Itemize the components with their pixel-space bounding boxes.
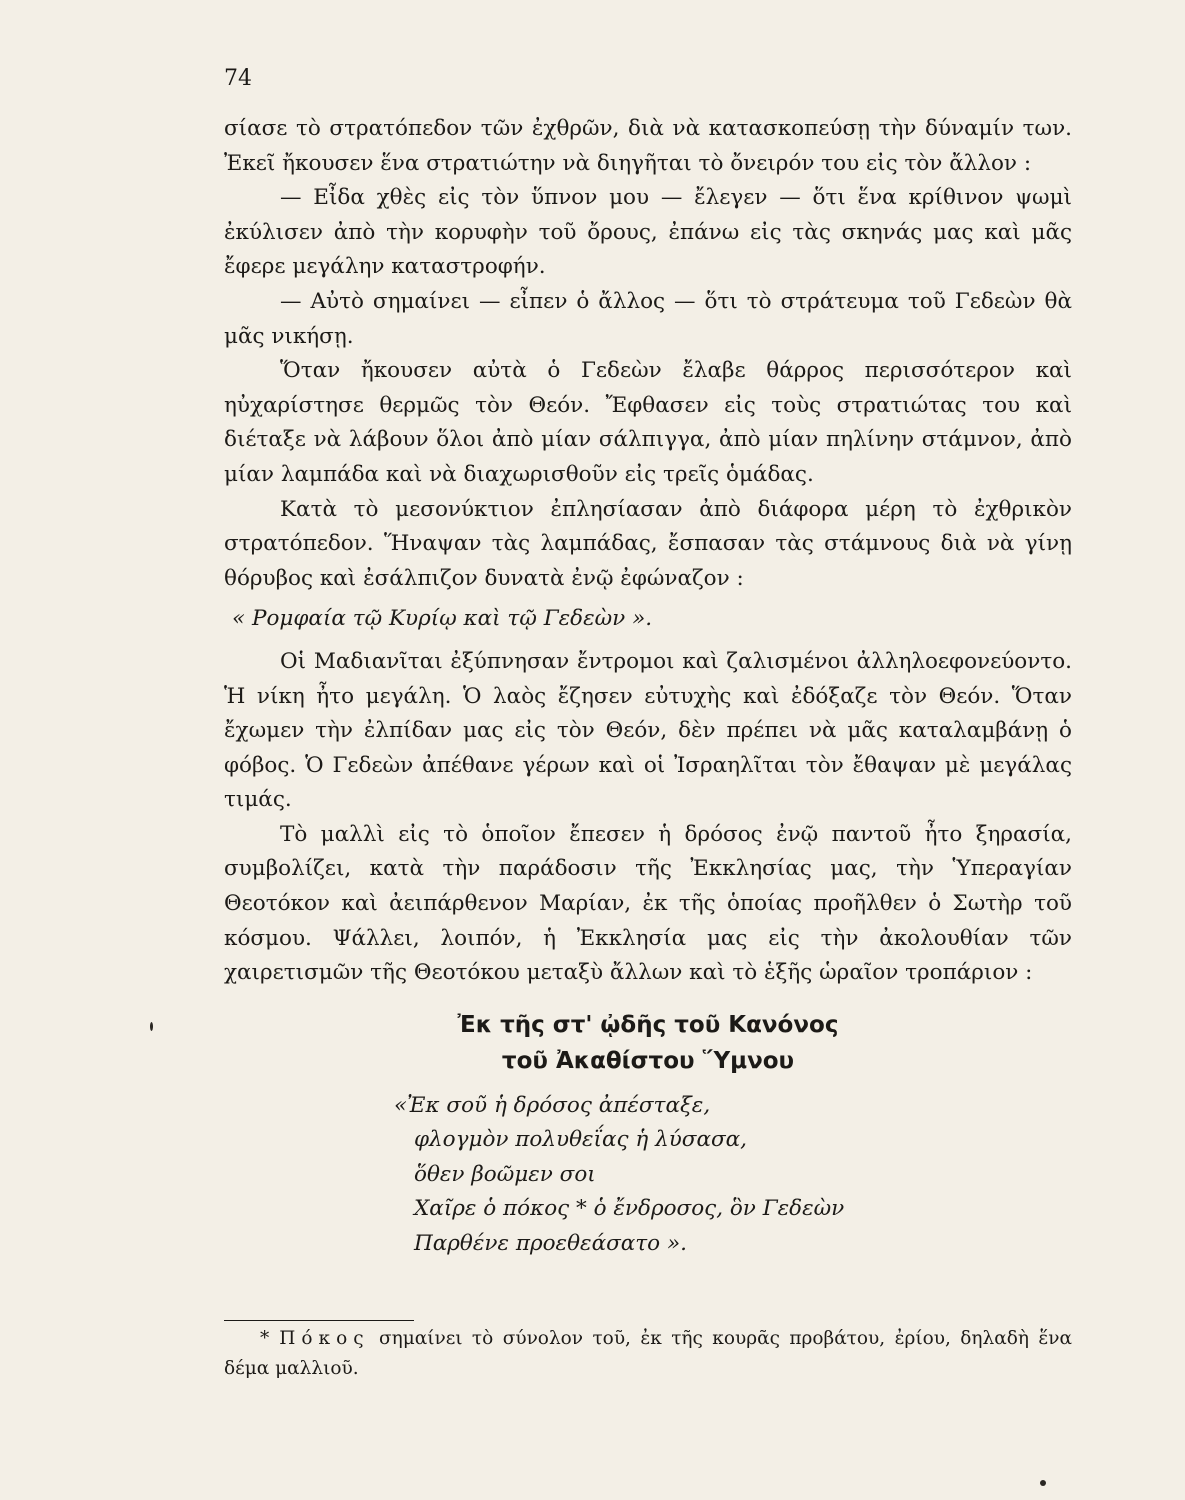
verse-line: «Ἐκ σοῦ ἡ δρόσος ἀπέσταξε,	[394, 1092, 711, 1118]
paragraph: Κατὰ τὸ μεσονύκτιον ἐπλησίασαν ἀπὸ διάφορα μέρη τὸ ἐχθρικὸν στρατόπεδον. Ἥναψαν τὰς λαμπάδας, ἔσπασαν τὰς στάμνους διὰ νὰ γίνῃ θόρυβος καὶ ἐσάλπιζον δυνατὰ ἐνῷ ἐφώναζον :	[224, 496, 1072, 591]
hymn-verse	[394, 1089, 1072, 1262]
page-number: 74	[224, 66, 252, 91]
paragraph: — Αὐτὸ σημαίνει — εἶπεν ὁ ἄλλος — ὅτι τὸ στράτευμα τοῦ Γεδεὼν θὰ μᾶς νικήσῃ.	[224, 288, 1072, 349]
battle-cry: « Ρομφαία τῷ Κυρίῳ καὶ τῷ Γεδεὼν ».	[232, 606, 653, 632]
body-text	[224, 112, 1072, 1261]
hymn-title-line: τοῦ Ἀκαθίστου Ὕμνου	[501, 1047, 795, 1074]
paragraph: Τὸ μαλλὶ εἰς τὸ ὁποῖον ἔπεσεν ἡ δρόσος ἐνῷ παντοῦ ἦτο ξηρασία, συμβολίζει, κατὰ τὴν παράδοσιν τῆς Ἐκκλησίας μας, τὴν Ὑπεραγίαν Θεοτόκον καὶ ἀειπάρθενον Μαρίαν, ἐκ τῆς ὁποίας προῆλθεν ὁ Σωτὴρ τοῦ κόσμου. Ψάλλει, λοιπόν, ἡ Ἐκκλησία μας εἰς τὴν ἀκολουθίαν τῶν χαιρετισμῶν τῆς Θεοτόκου μεταξὺ ἄλλων καὶ τὸ ἑξῆς ὡραῖον τροπάριον :	[224, 821, 1072, 986]
verse-line: Χαῖρε ὁ πόκος * ὁ ἔνδροσος, ὃν Γεδεὼν	[414, 1196, 845, 1222]
footnote	[224, 1324, 1072, 1384]
paragraph: Οἱ Μαδιανῖται ἐξύπνησαν ἔντρομοι καὶ ζαλισμένοι ἀλληλοεφονεύοντο. Ἡ νίκη ἦτο μεγάλη. Ὁ λαὸς ἔζησεν εὐτυχὴς καὶ ἐδόξαζε τὸν Θεόν. Ὅταν ἔχωμεν τὴν ἐλπίδαν μας εἰς τὸν Θεόν, δὲν πρέπει νὰ μᾶς καταλαμβάνῃ ὁ φόβος. Ὁ Γεδεὼν ἀπέθανε γέρων καὶ οἱ Ἰσραηλῖται τὸν ἔθαψαν μὲ μεγάλας τιμάς.	[224, 648, 1072, 813]
verse-line: φλογμὸν πολυθεΐας ἡ λύσασα,	[414, 1127, 748, 1153]
paragraph: σίασε τὸ στρατόπεδον τῶν ἐχθρῶν, διὰ νὰ κατασκοπεύσῃ τὴν δύναμίν των. Ἐκεῖ ἤκουσεν ἕνα στρατιώτην νὰ διηγῆται τὸ ὄνειρόν του εἰς τὸν ἄλλον :	[224, 116, 1072, 176]
verse-line: ὅθεν βοῶμεν σοι	[414, 1161, 596, 1187]
paragraph: Ὅταν ἤκουσεν αὐτὰ ὁ Γεδεὼν ἔλαβε θάρρος περισσότερον καὶ ηὐχαρίστησε θερμῶς τὸν Θεόν. Ἔφθασεν εἰς τοὺς στρατιώτας του καὶ διέταξε νὰ λάβουν ὅλοι ἀπὸ μίαν σάλπιγγα, ἀπὸ μίαν πηλίνην στάμνον, ἀπὸ μίαν λαμπάδα καὶ νὰ διαχωρισθοῦν εἰς τρεῖς ὁμάδας.	[224, 358, 1072, 487]
ink-speck	[150, 1022, 153, 1031]
ink-speck	[1040, 1480, 1046, 1486]
footnote-rule	[224, 1320, 414, 1321]
hymn-title	[224, 1007, 1072, 1079]
footnote-term: Πόκος	[279, 1328, 370, 1349]
paragraph: — Εἶδα χθὲς εἰς τὸν ὕπνον μου — ἔλεγεν — ὅτι ἕνα κρίθινον ψωμὶ ἐκύλισεν ἀπὸ τὴν κορυφὴν τοῦ ὄρους, ἐπάνω εἰς τὰς σκηνάς μας καὶ μᾶς ἔφερε μεγάλην καταστροφήν.	[224, 185, 1072, 280]
footnote-mark: *	[260, 1328, 270, 1349]
verse-line: Παρθένε προεθεάσατο ».	[414, 1230, 687, 1256]
footnote-text: σημαίνει τὸ σύνολον τοῦ, ἐκ τῆς κουρᾶς προβάτου, ἐρίου, δηλαδὴ ἕνα δέμα μαλλιοῦ.	[224, 1328, 1072, 1379]
hymn-title-line: Ἐκ τῆς στ' ᾠδῆς τοῦ Κανόνος	[457, 1011, 839, 1038]
